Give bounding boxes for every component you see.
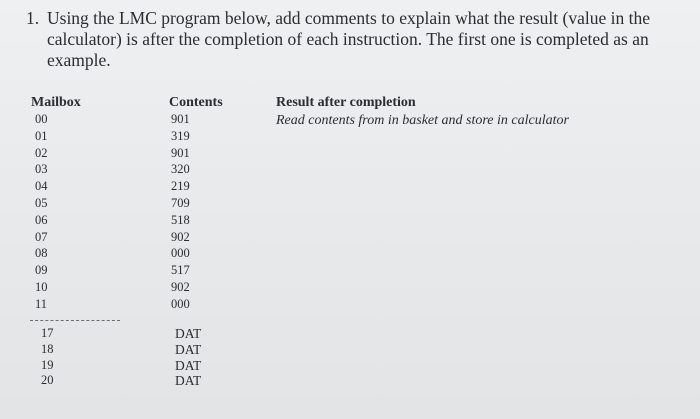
data-mailbox-number: 19 <box>41 357 54 372</box>
data-mailbox-contents: DAT <box>175 341 202 357</box>
mailbox-contents: 901 <box>171 145 190 160</box>
mailbox-number: 00 <box>35 112 48 126</box>
mailbox-number: 03 <box>35 162 48 177</box>
result-column-header: Result after completion <box>276 95 416 110</box>
data-mailbox-number: 17 <box>41 326 54 340</box>
mailbox-number: 06 <box>35 212 48 227</box>
mailbox-contents: 219 <box>171 179 190 194</box>
mailbox-contents: 319 <box>171 128 190 143</box>
mailbox-number: 01 <box>35 128 48 143</box>
mailbox-number: 11 <box>35 296 48 311</box>
mailbox-number: 07 <box>35 229 48 244</box>
mailbox-contents: 902 <box>171 229 190 244</box>
mailbox-number: 08 <box>35 246 48 261</box>
data-mailbox-contents: DAT <box>175 326 202 341</box>
mailbox-number: 05 <box>35 196 48 210</box>
mailbox-contents: 902 <box>171 280 190 294</box>
data-mailbox-number: 20 <box>41 373 54 388</box>
mailbox-contents: 901 <box>171 112 190 126</box>
section-divider <box>30 320 120 321</box>
mailbox-contents: 320 <box>171 162 190 177</box>
mailbox-contents: 000 <box>171 246 190 261</box>
data-mailbox-contents: DAT <box>175 357 202 373</box>
question-number: 1. <box>26 8 40 28</box>
data-mailbox-contents: DAT <box>175 373 202 389</box>
question-text: Using the LMC program below, add comments to explain what the result (value in the calculator) is after the completion of each instruction. The first one is completed as an example. <box>47 8 650 70</box>
mailbox-number: 02 <box>35 145 48 160</box>
mailbox-contents: 517 <box>171 263 190 278</box>
contents-column-header: Contents <box>169 95 223 110</box>
mailbox-number: 09 <box>35 263 48 278</box>
mailbox-column-header: Mailbox <box>31 95 81 110</box>
mailbox-contents: 709 <box>171 196 190 210</box>
mailbox-number: 10 <box>35 280 48 294</box>
example-result-comment: Read contents from in basket and store in calculator <box>276 113 569 128</box>
mailbox-contents: 000 <box>171 296 190 311</box>
mailbox-number: 04 <box>35 179 48 194</box>
mailbox-contents: 518 <box>171 212 190 227</box>
data-mailbox-number: 18 <box>41 341 54 356</box>
